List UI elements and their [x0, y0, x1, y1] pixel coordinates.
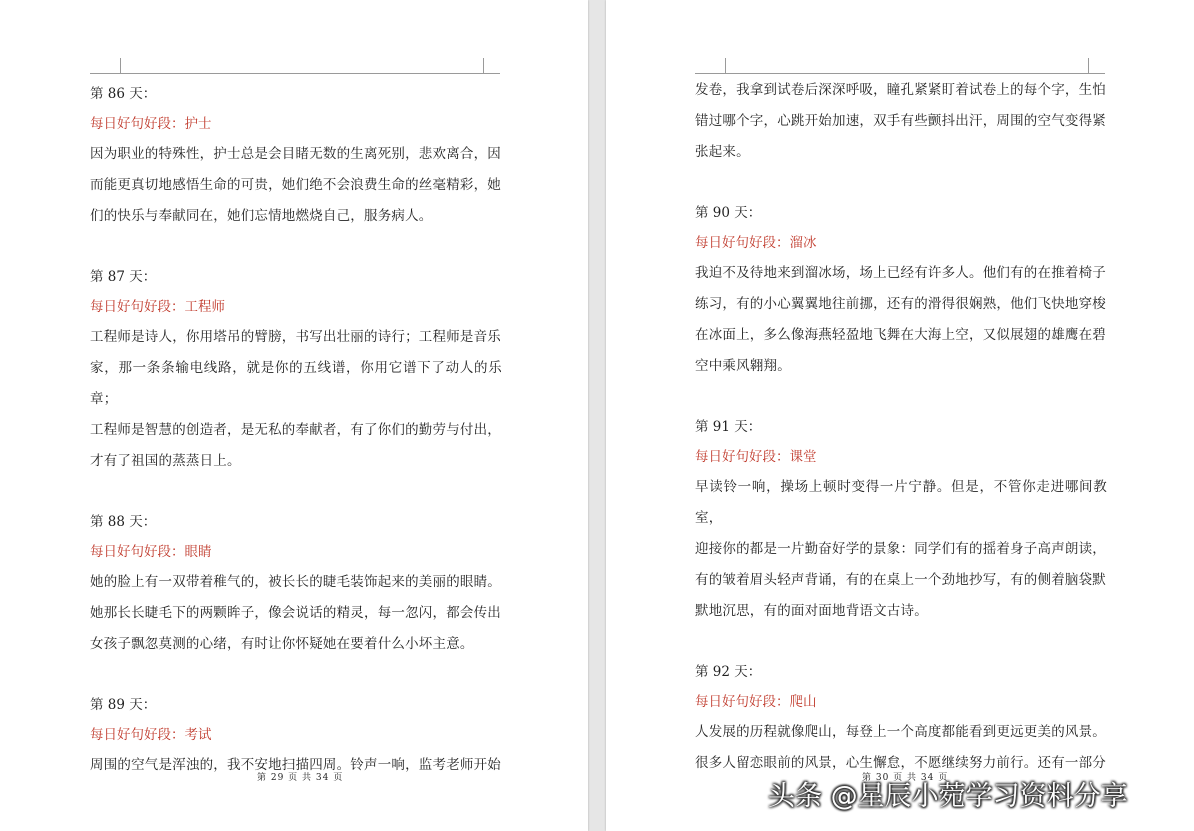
entry-subtitle: 每日好句好段：工程师 [90, 299, 225, 315]
crop-mark-top-left [90, 58, 121, 73]
crop-mark-top-left [695, 58, 726, 73]
day-heading: 第 91 天： [695, 419, 762, 435]
text-line: 周围的空气是浑浊的，我不安地扫描四周。铃声一响，监考老师开始 [90, 757, 501, 773]
page-footer: 第 30 页 共 34 页 [862, 773, 949, 783]
page-content [695, 75, 1107, 779]
text-line: 练习，有的小心翼翼地往前挪，还有的滑得很娴熟，他们飞快地穿梭 [695, 296, 1106, 312]
document-page-left [0, 0, 588, 831]
text-line: 发卷，我拿到试卷后深深呼吸，瞳孔紧紧盯着试卷上的每个字，生怕 [695, 82, 1106, 98]
text-line: 在冰面上，多么像海燕轻盈地飞舞在大海上空，又似展翅的雄鹰在碧 [695, 327, 1106, 343]
text-line: 工程师是智慧的创造者，是无私的奉献者，有了你们的勤劳与付出， [90, 422, 501, 438]
entry-subtitle: 每日好句好段：爬山 [695, 694, 817, 710]
text-line: 她的脸上有一双带着稚气的，被长长的睫毛装饰起来的美丽的眼睛。 [90, 574, 501, 590]
entry-subtitle: 每日好句好段：眼睛 [90, 544, 212, 560]
text-line: 她那长长睫毛下的两颗眸子，像会说话的精灵，每一忽闪，都会传出 [90, 605, 501, 621]
text-line: 迎接你的都是一片勤奋好学的景象：同学们有的摇着身子高声朗读， [695, 541, 1106, 557]
text-line: 空中乘风翱翔。 [695, 358, 791, 374]
page-footer: 第 29 页 共 34 页 [257, 773, 344, 783]
continued-paragraph [695, 75, 1107, 168]
header-rule [695, 73, 1105, 74]
watermark-text: 头条 @星辰小菀学习资料分享 [768, 781, 1128, 812]
text-line: 工程师是诗人，你用塔吊的臂膀，书写出壮丽的诗行；工程师是音乐 [90, 329, 501, 345]
text-line: 我迫不及待地来到溜冰场，场上已经有许多人。他们有的在推着椅子 [695, 265, 1106, 281]
document-page-right [606, 0, 1194, 831]
day-heading: 第 89 天： [90, 697, 157, 713]
entry-paragraph [695, 258, 1107, 382]
text-line: 很多人留恋眼前的风景，心生懈怠，不愿继续努力前行。还有一部分 [695, 755, 1106, 771]
text-line: 张起来。 [695, 144, 750, 160]
page-content [90, 79, 502, 781]
entry-subtitle: 每日好句好段：护士 [90, 116, 212, 132]
text-line: 因为职业的特殊性，护士总是会目睹无数的生离死别，悲欢离合，因 [90, 146, 501, 162]
day-heading: 第 90 天： [695, 205, 762, 221]
entry-subtitle: 每日好句好段：考试 [90, 727, 212, 743]
text-line: 错过哪个字，心跳开始加速，双手有些颤抖出汗，周围的空气变得紧 [695, 113, 1106, 129]
text-line: 女孩子飘忽莫测的心绪，有时让你怀疑她在要着什么小坏主意。 [90, 636, 474, 652]
entry-paragraph [90, 322, 502, 477]
entry-subtitle: 每日好句好段：溜冰 [695, 235, 817, 251]
entry-paragraph [90, 567, 502, 660]
text-line: 有的皱着眉头轻声背诵，有的在桌上一个劲地抄写，有的侧着脑袋默 [695, 572, 1106, 588]
text-line: 默地沉思，有的面对面地背语文古诗。 [695, 603, 928, 619]
entry-paragraph [695, 472, 1107, 627]
text-line: 家，那一条条输电线路，就是你的五线谱，你用它谱下了动人的乐章； [90, 360, 502, 407]
day-heading: 第 86 天： [90, 86, 157, 102]
text-line: 们的快乐与奉献同在，她们忘情地燃烧自己，服务病人。 [90, 208, 433, 224]
day-heading: 第 87 天： [90, 269, 157, 285]
entry-subtitle: 每日好句好段：课堂 [695, 449, 817, 465]
crop-mark-top-right [1088, 58, 1106, 73]
day-heading: 第 88 天： [90, 514, 157, 530]
header-rule [90, 73, 500, 74]
crop-mark-top-right [483, 58, 501, 73]
text-line: 人发展的历程就像爬山，每登上一个高度都能看到更远更美的风景。 [695, 724, 1106, 740]
text-line: 早读铃一响，操场上顿时变得一片宁静。但是，不管你走进哪间教室， [695, 479, 1107, 526]
day-heading: 第 92 天： [695, 664, 762, 680]
text-line: 才有了祖国的蒸蒸日上。 [90, 453, 241, 469]
entry-paragraph [90, 139, 502, 232]
text-line: 而能更真切地感悟生命的可贵，她们绝不会浪费生命的丝毫精彩，她 [90, 177, 501, 193]
